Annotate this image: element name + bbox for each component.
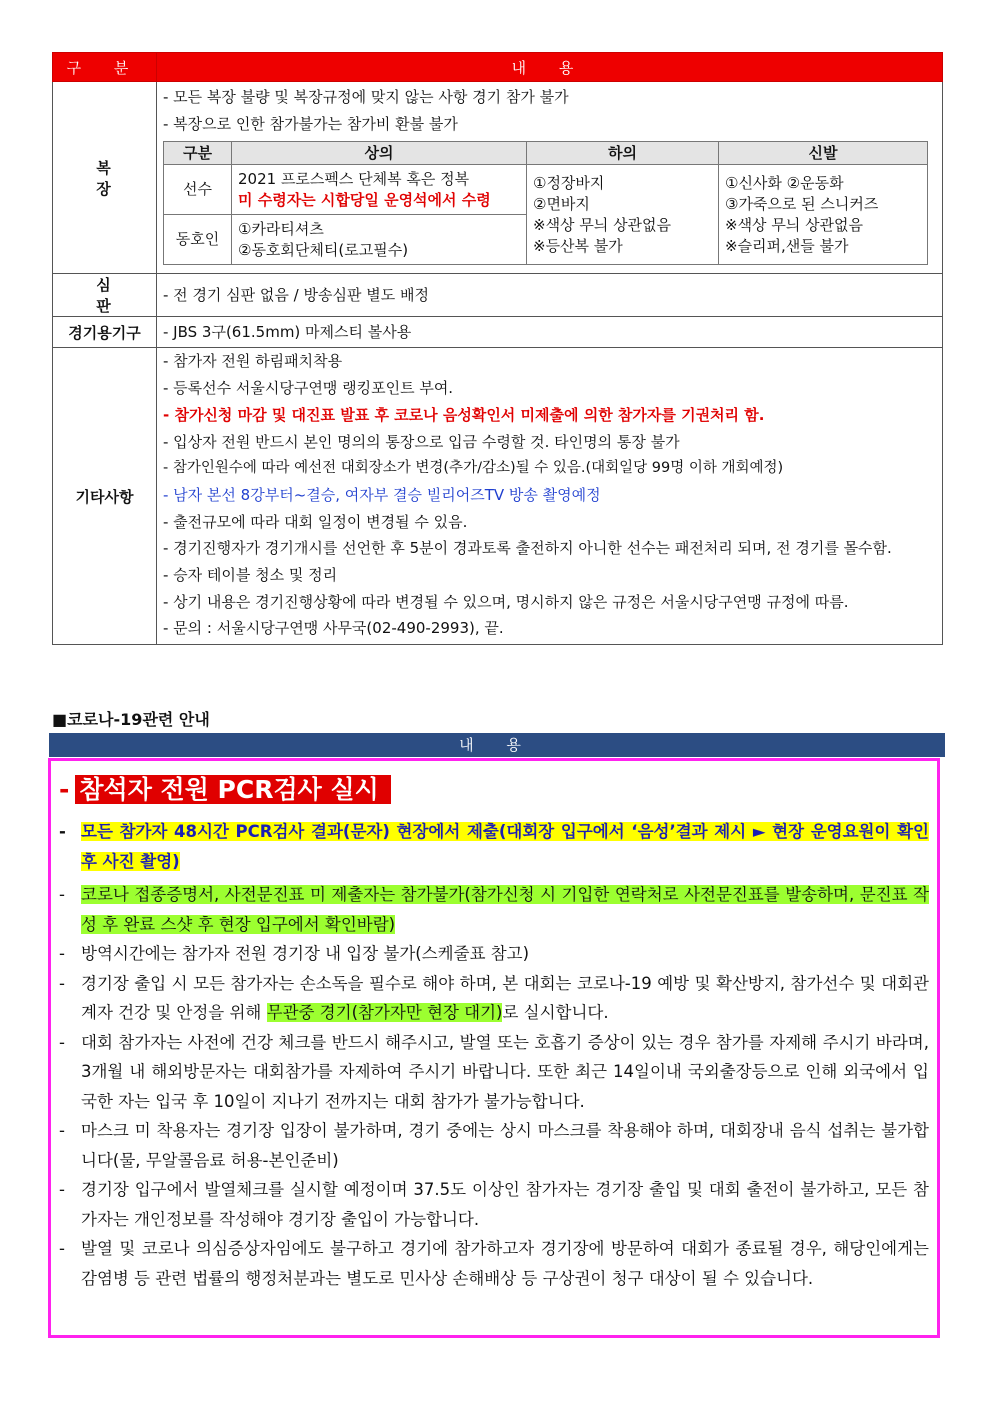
spec-shoes-4: ※슬리퍼,샌들 불가 <box>725 236 849 255</box>
referee-label: 심 판 <box>53 274 157 317</box>
pcr-headline-text: 참석자 전원 PCR검사 실시 <box>75 775 390 804</box>
equipment-label: 경기용기구 <box>53 317 157 348</box>
referee-text: - 전 경기 심판 없음 / 방송심판 별도 배정 <box>157 274 943 317</box>
corona-item-8 <box>59 1234 929 1293</box>
item-3-text: 방역시간에는 참가자 전원 경기장 내 입장 불가(스케줄표 참고) <box>81 944 530 963</box>
table-header-row <box>53 53 943 82</box>
rules-table <box>52 52 943 645</box>
spec-row-player <box>164 165 928 215</box>
etc-line-11: - 문의 : 서울시당구연맹 사무국(02-490-2993), 끝. <box>163 619 504 638</box>
corona-item-7 <box>59 1175 929 1234</box>
spec-header-shoes: 신발 <box>719 142 928 165</box>
uniform-line-1: - 모든 복장 불량 및 복장규정에 맞지 않는 사항 경기 참가 불가 <box>163 88 569 106</box>
item-8-text: 발열 및 코로나 의심증상자임에도 불구하고 경기에 참가하고자 경기장에 방문하여 대회가 종료될 경우, 해당인에게는 감염병 등 관련 법률의 행정처분과는 별도로 민사상 손해배상 등 구상권이 청구 대상이 될 수 있습니다. <box>81 1239 929 1288</box>
item-4-text-b: 로 실시합니다. <box>502 1003 609 1022</box>
etc-line-8: - 경기진행자가 경기개시를 선언한 후 5분이 경과토록 출전하지 아니한 선수는 패전처리 되며, 전 경기를 몰수함. <box>163 539 892 558</box>
item-1-text: 모든 참가자 48시간 PCR검사 결과(문자) 현장에서 제출(대회장 입구에서 ‘음성’결과 제시 ► 현장 운영요원이 확인 후 사진 촬영) <box>81 822 929 871</box>
corona-content-bar: 내 용 <box>49 733 945 757</box>
header-content: 내 용 <box>157 53 943 82</box>
spec-shoes-3: ※색상 무늬 상관없음 <box>725 215 864 234</box>
etc-line-4: - 입상자 전원 반드시 본인 명의의 통장으로 입금 수령할 것. 타인명의 통장 불가 <box>163 432 680 451</box>
item-2-text: 코로나 접종증명서, 사전문진표 미 제출자는 참가불가(참가신청 시 기입한 연락처로 사전문진표를 발송하며, 문진표 작성 후 완료 스샷 후 현장 입구에서 확인바람) <box>81 885 929 934</box>
item-5-text: 대회 참가자는 사전에 건강 체크를 반드시 해주시고, 발열 또는 호흡기 증상이 있는 경우 참가를 자제해 주시기 바라며, 3개월 내 해외방문자는 대회참가를 자제하여 주시기 바랍니다. 또한 최근 14일이내 국외출장등으로 인해 외국에서 입국한 자는 입국 후 10일이 지나기 전까지는 대회 참가가 불가능합니다. <box>81 1032 929 1111</box>
spec-header-top: 상의 <box>232 142 527 165</box>
etc-line-7: - 출전규모에 따라 대회 일정이 변경될 수 있음. <box>163 512 468 531</box>
spec-bottom-4: ※등산복 불가 <box>533 236 623 255</box>
spec-club-top-1: ①카라티셔츠 <box>238 219 324 238</box>
spec-header-category: 구분 <box>164 142 232 165</box>
uniform-spec-table <box>163 141 928 265</box>
uniform-row <box>53 82 943 274</box>
corona-item-2 <box>59 880 929 939</box>
spec-player-label: 선수 <box>164 165 232 215</box>
item-dash: - <box>59 1032 65 1052</box>
item-dash: - <box>59 1121 65 1140</box>
spec-header-bottom: 하의 <box>527 142 719 165</box>
equipment-text: - JBS 3구(61.5mm) 마제스티 볼사용 <box>157 317 943 348</box>
item-dash: - <box>59 973 65 993</box>
corona-item-6 <box>59 1116 929 1175</box>
etc-line-10: - 상기 내용은 경기진행상황에 따라 변경될 수 있으며, 명시하지 않은 규정은 서울시당구연맹 규정에 따름. <box>163 592 849 611</box>
uniform-label: 복 장 <box>53 82 157 274</box>
etc-line-2: - 등록선수 서울시당구연맹 랭킹포인트 부여. <box>163 379 454 398</box>
etc-label: 기타사항 <box>53 348 157 645</box>
spec-player-top-2: 미 수령자는 시합당일 운영석에서 수령 <box>238 190 491 209</box>
pcr-headline <box>59 773 929 807</box>
spec-club-label: 동호인 <box>164 215 232 265</box>
corona-section-title: ■코로나-19관련 안내 <box>52 710 210 729</box>
item-4-text-a: 경기장 출입 시 모든 참가자는 손소독을 필수로 해야 하며, 본 대회는 코로나-19 예방 및 확산방지, 참가선수 및 대회관계자 건강 및 안정을 위해 <box>81 973 929 1022</box>
uniform-line-2: - 복장으로 인한 참가불가는 참가비 환불 불가 <box>163 114 458 133</box>
uniform-spec-header <box>164 142 928 165</box>
corona-item-1 <box>59 817 929 876</box>
spec-bottom-1: ①정장바지 <box>533 173 605 192</box>
spec-shoes-2: ③가죽으로 된 스니커즈 <box>725 194 879 213</box>
rules-section <box>52 52 942 645</box>
referee-row <box>53 274 943 317</box>
etc-line-6: - 남자 본선 8강부터~결승, 여자부 결승 빌리어즈TV 방송 촬영예정 <box>163 485 601 504</box>
etc-line-9: - 승자 테이블 청소 및 정리 <box>163 566 338 585</box>
etc-line-5: - 참가인원수에 따라 예선전 대회장소가 변경(추가/감소)될 수 있음.(대회일당 99명 이하 개회예정) <box>163 460 784 477</box>
item-4-highlight: 무관중 경기(참가자만 현장 대기) <box>266 1003 503 1022</box>
corona-item-4 <box>59 969 929 1028</box>
equipment-row <box>53 317 943 348</box>
corona-item-3 <box>59 939 929 969</box>
spec-bottom-3: ※색상 무늬 상관없음 <box>533 215 672 234</box>
item-dash: - <box>59 822 66 841</box>
corona-item-5 <box>59 1028 929 1117</box>
item-dash: - <box>59 944 65 963</box>
etc-line-3: - 참가신청 마감 및 대진표 발표 후 코로나 음성확인서 미제출에 의한 참가자를 기권처리 함. <box>163 405 765 424</box>
pcr-headline-dash: - <box>59 775 70 804</box>
spec-shoes-1: ①신사화 ②운동화 <box>725 173 844 192</box>
spec-bottom-2: ②면바지 <box>533 194 590 213</box>
spec-player-top-1: 2021 프로스펙스 단체복 혹은 정복 <box>238 169 470 188</box>
corona-notice-box <box>48 758 940 1338</box>
item-dash: - <box>59 1180 65 1199</box>
item-7-text: 경기장 입구에서 발열체크를 실시할 예정이며 37.5도 이상인 참가자는 경기장 출입 및 대회 출전이 불가하고, 모든 참가자는 개인정보를 작성해야 경기장 출입이 가능합니다. <box>81 1180 929 1229</box>
item-dash: - <box>59 885 65 904</box>
item-6-text: 마스크 미 착용자는 경기장 입장이 불가하며, 경기 중에는 상시 마스크를 착용해야 하며, 대회장내 음식 섭취는 불가합니다(물, 무알콜음료 허용-본인준비) <box>81 1121 929 1170</box>
spec-club-top-2: ②동호회단체티(로고필수) <box>238 240 409 259</box>
header-category: 구 분 <box>53 53 157 82</box>
etc-line-1: - 참가자 전원 하림패치착용 <box>163 352 343 371</box>
item-dash: - <box>59 1239 65 1258</box>
etc-row <box>53 348 943 645</box>
